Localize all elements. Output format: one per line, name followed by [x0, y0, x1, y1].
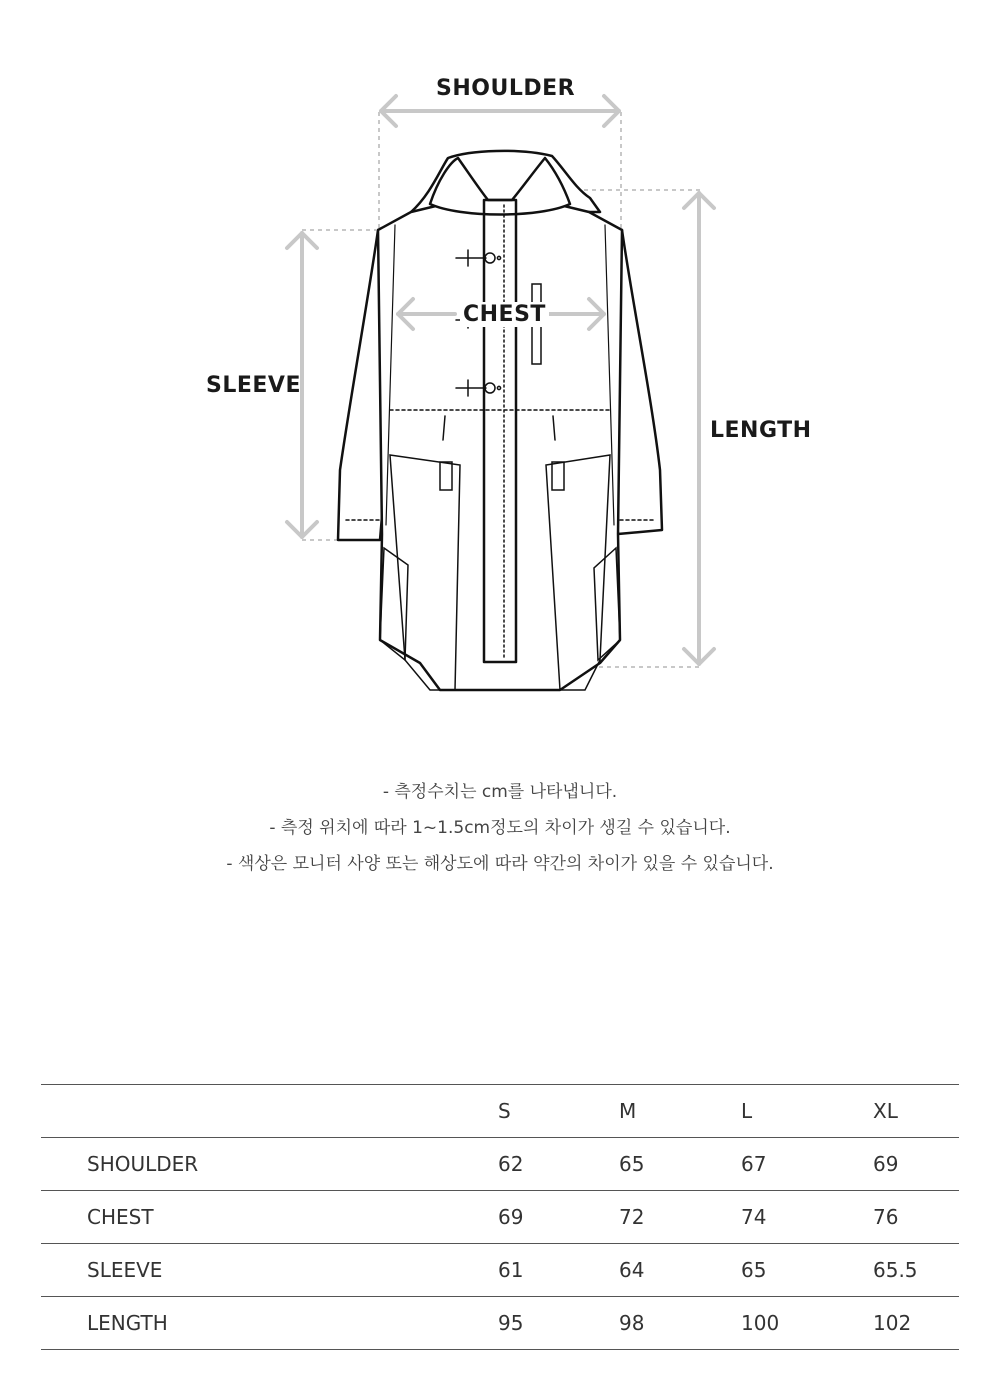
cell-value: 65 — [741, 1244, 873, 1297]
row-label: SHOULDER — [41, 1138, 498, 1191]
table-row — [41, 1138, 959, 1191]
table-header-row — [41, 1085, 959, 1138]
note-color: - 색상은 모니터 사양 또는 해상도에 따라 약간의 차이가 있을 수 있습니다. — [226, 854, 774, 874]
cell-value: 67 — [741, 1138, 873, 1191]
cell-value: 65.5 — [873, 1244, 959, 1297]
header-empty — [41, 1085, 498, 1138]
cell-value: 65 — [619, 1138, 741, 1191]
note-tolerance: - 측정 위치에 따라 1~1.5cm정도의 차이가 생길 수 있습니다. — [269, 818, 731, 838]
table-row — [41, 1244, 959, 1297]
cell-value: 72 — [619, 1191, 741, 1244]
row-label: LENGTH — [41, 1297, 498, 1350]
cell-value: 64 — [619, 1244, 741, 1297]
row-label: CHEST — [41, 1191, 498, 1244]
cell-value: 100 — [741, 1297, 873, 1350]
note-unit: - 측정수치는 cm를 나타냅니다. — [382, 782, 618, 802]
length-label: LENGTH — [710, 418, 812, 443]
header-size-xl: XL — [873, 1085, 959, 1138]
size-table — [41, 1084, 959, 1350]
cell-value: 98 — [619, 1297, 741, 1350]
cell-value: 76 — [873, 1191, 959, 1244]
sleeve-label: SLEEVE — [206, 373, 301, 398]
header-size-l: L — [741, 1085, 873, 1138]
cell-value: 62 — [498, 1138, 619, 1191]
cell-value: 74 — [741, 1191, 873, 1244]
cell-value: 102 — [873, 1297, 959, 1350]
header-size-s: S — [498, 1085, 619, 1138]
cell-value: 61 — [498, 1244, 619, 1297]
coat-outline — [338, 151, 662, 690]
cell-value: 69 — [873, 1138, 959, 1191]
chest-label: CHEST — [460, 302, 549, 327]
header-size-m: M — [619, 1085, 741, 1138]
table-row — [41, 1191, 959, 1244]
table-row — [41, 1297, 959, 1350]
measurement-notes — [0, 774, 1000, 882]
shoulder-label: SHOULDER — [436, 76, 576, 101]
cell-value: 69 — [498, 1191, 619, 1244]
cell-value: 95 — [498, 1297, 619, 1350]
row-label: SLEEVE — [41, 1244, 498, 1297]
